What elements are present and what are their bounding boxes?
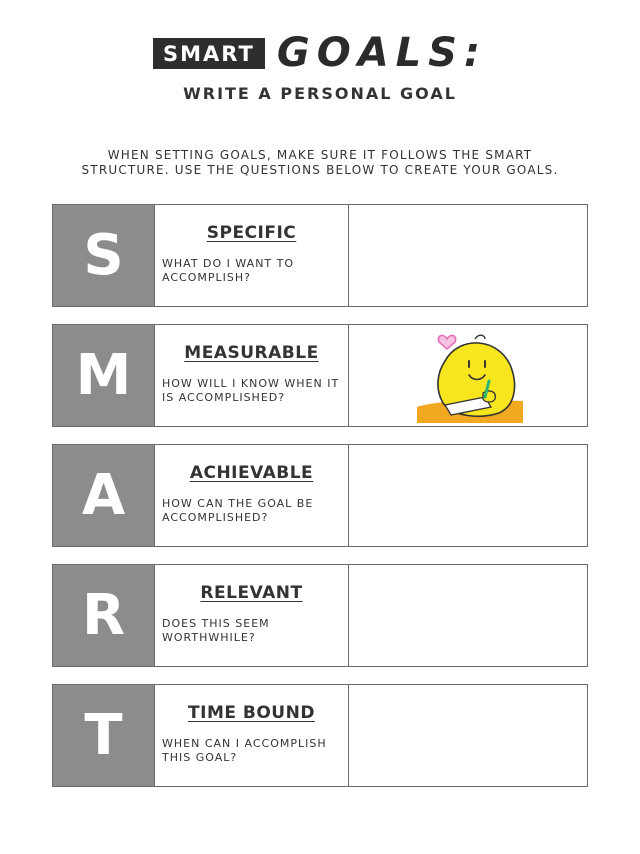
smart-row-specific [52, 204, 588, 307]
prompt-cell [155, 565, 349, 666]
smart-row-relevant [52, 564, 588, 667]
letter-cell [53, 445, 155, 546]
prompt-cell [155, 685, 349, 786]
question-line-2: WORTHWHILE? [162, 631, 256, 644]
question-line-2: ACCOMPLISHED? [162, 511, 269, 524]
page-subtitle: WRITE A PERSONAL GOAL [183, 84, 457, 103]
answer-box-measurable[interactable] [349, 325, 587, 426]
row-heading: TIME BOUND [188, 703, 315, 723]
row-letter: S [83, 223, 124, 288]
smart-badge: SMART [153, 38, 265, 69]
question-line-1: WHEN CAN I ACCOMPLISH [162, 737, 327, 750]
row-heading: ACHIEVABLE [189, 463, 314, 483]
instructions-line-1: WHEN SETTING GOALS, MAKE SURE IT FOLLOWS THE SMART [107, 148, 533, 162]
prompt-cell [155, 205, 349, 306]
smart-row-measurable [52, 324, 588, 427]
question-line-1: DOES THIS SEEM [162, 617, 270, 630]
row-letter: M [75, 343, 132, 408]
row-question [162, 377, 344, 405]
question-line-2: IS ACCOMPLISHED? [162, 391, 286, 404]
letter-cell [53, 205, 155, 306]
row-heading: MEASURABLE [184, 343, 319, 363]
letter-cell [53, 565, 155, 666]
letter-cell [53, 685, 155, 786]
row-question [162, 737, 344, 765]
smart-row-time-bound [52, 684, 588, 787]
row-heading: SPECIFIC [206, 223, 297, 243]
prompt-cell [155, 325, 349, 426]
row-question [162, 257, 344, 285]
answer-box-time-bound[interactable] [349, 685, 587, 786]
row-heading: RELEVANT [200, 583, 303, 603]
instructions-line-2: STRUCTURE. USE THE QUESTIONS BELOW TO CREATE YOUR GOALS. [81, 163, 559, 177]
page-title [0, 30, 640, 76]
goals-title: GOALS: [276, 30, 487, 76]
question-line-1: WHAT DO I WANT TO [162, 257, 295, 270]
row-question [162, 497, 344, 525]
question-line-1: HOW WILL I KNOW WHEN IT [162, 377, 340, 390]
answer-box-specific[interactable] [349, 205, 587, 306]
row-letter: A [81, 463, 126, 528]
row-letter: R [81, 583, 126, 648]
answer-box-achievable[interactable] [349, 445, 587, 546]
row-question [162, 617, 344, 645]
lemon-writing-icon [415, 327, 525, 425]
question-line-1: HOW CAN THE GOAL BE [162, 497, 314, 510]
instructions [60, 148, 580, 178]
question-line-2: THIS GOAL? [162, 751, 238, 764]
answer-box-relevant[interactable] [349, 565, 587, 666]
row-letter: T [84, 703, 123, 768]
question-line-2: ACCOMPLISH? [162, 271, 251, 284]
letter-cell [53, 325, 155, 426]
prompt-cell [155, 445, 349, 546]
smart-row-achievable [52, 444, 588, 547]
